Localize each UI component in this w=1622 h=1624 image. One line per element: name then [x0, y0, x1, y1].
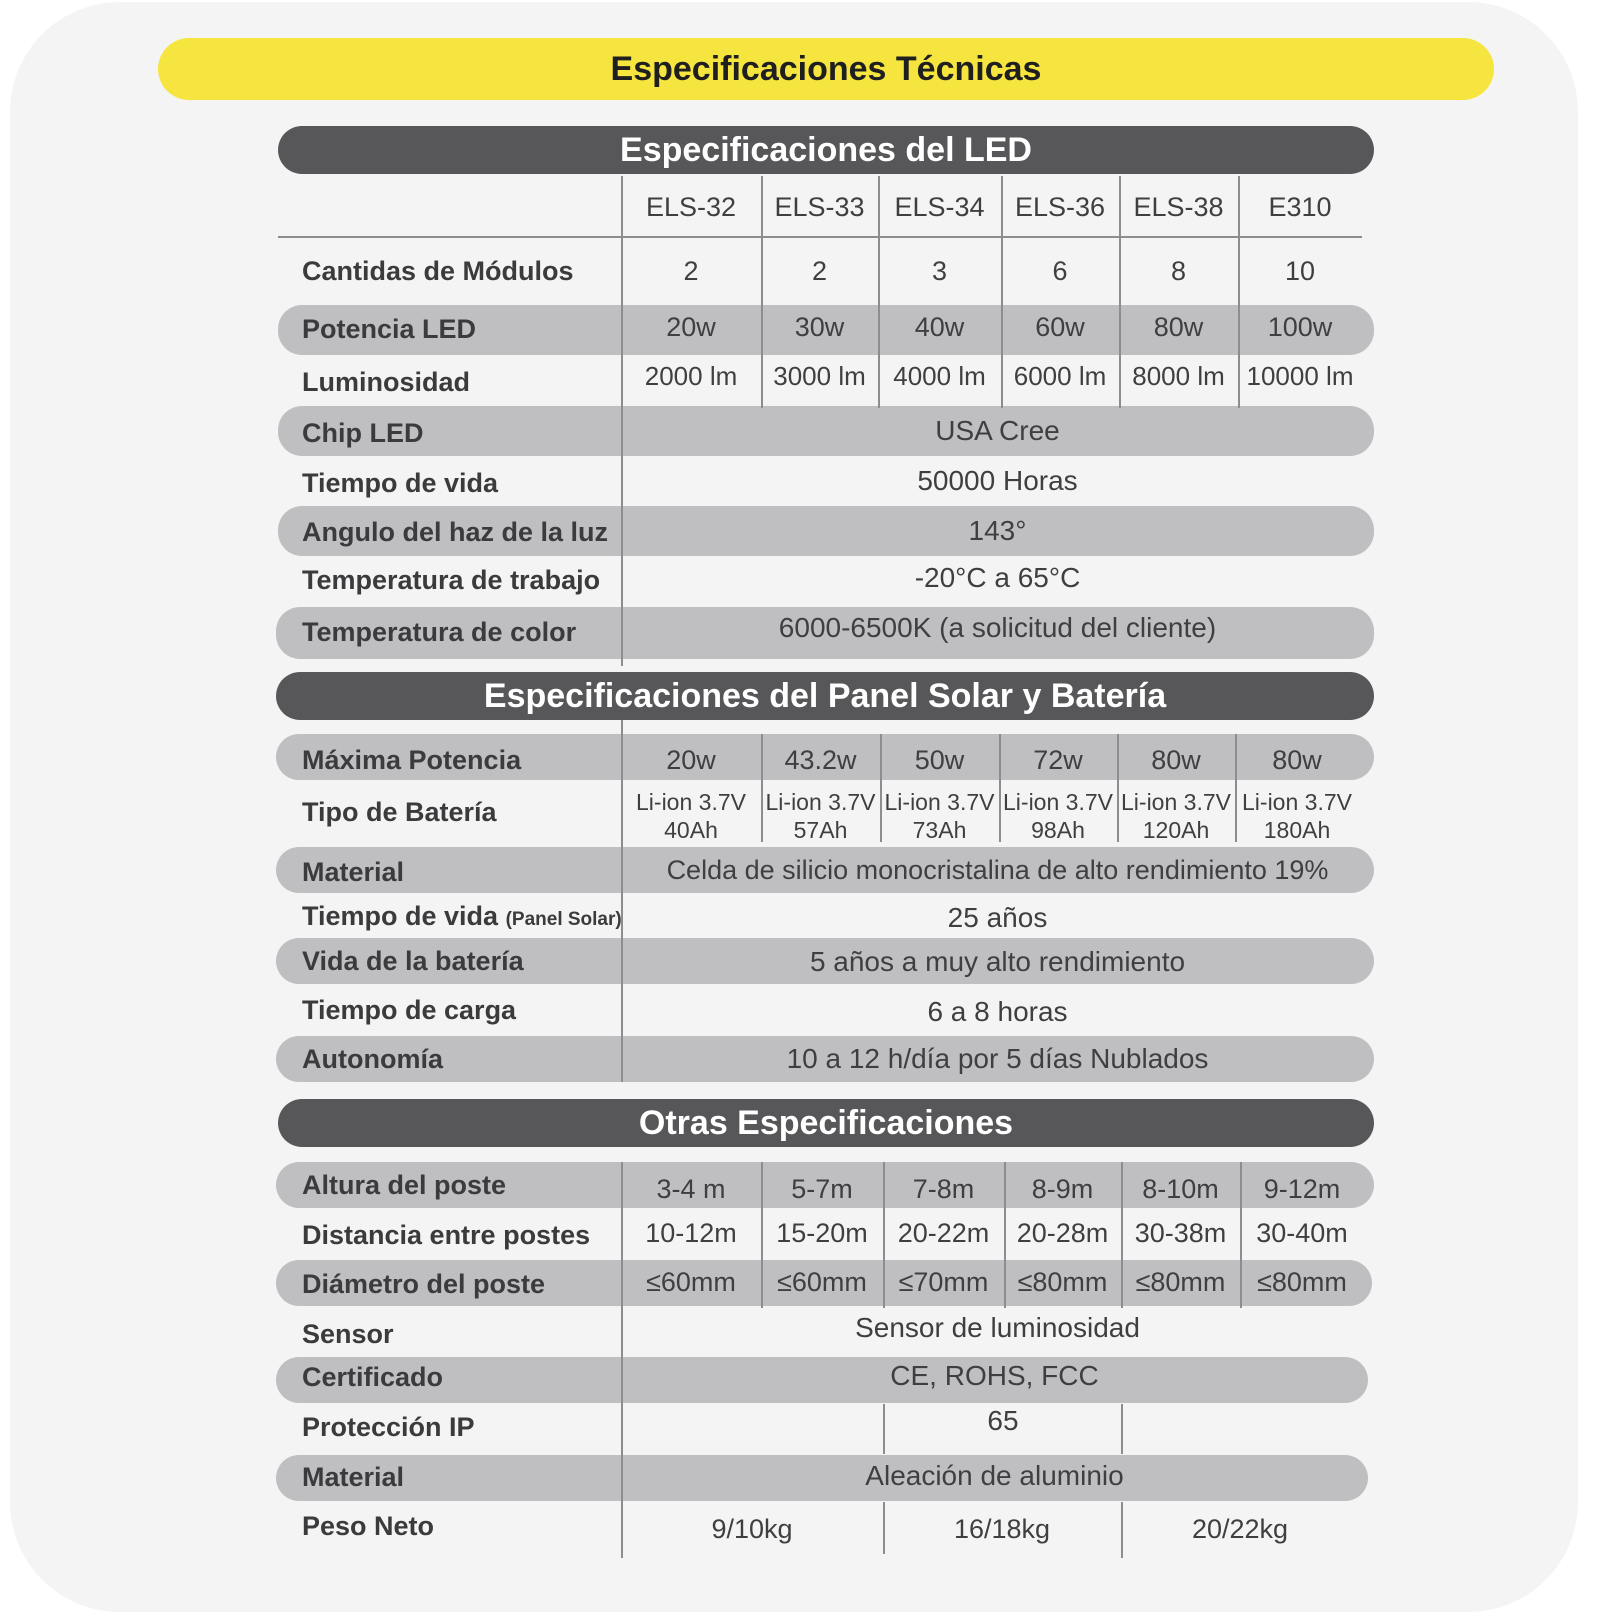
- table-cell-span: Sensor de luminosidad: [855, 1312, 1140, 1343]
- table-cell: 15-20m: [776, 1218, 868, 1248]
- table-cell: 30w: [794, 312, 845, 342]
- spec-card: [10, 2, 1578, 1612]
- row-label: Protección IP: [302, 1412, 475, 1442]
- table-cell-span: 25 años: [947, 902, 1048, 933]
- battery-line: 73Ah: [912, 817, 967, 843]
- table-cell: 7-8m: [912, 1174, 975, 1204]
- table-cell-span: CE, ROHS, FCC: [890, 1360, 1099, 1391]
- row-label: Certificado: [302, 1362, 444, 1392]
- table-cell: 80w: [1151, 745, 1201, 775]
- model-header: ELS-32: [645, 192, 737, 222]
- table-cell: 16/18kg: [953, 1514, 1051, 1544]
- row-label: Peso Neto: [302, 1511, 435, 1541]
- table-cell: 20w: [666, 745, 716, 775]
- table-cell: ≤70mm: [898, 1267, 989, 1297]
- row-label: Chip LED: [302, 418, 424, 448]
- battery-line: Li-ion 3.7V: [884, 789, 995, 815]
- table-cell: 9-12m: [1263, 1174, 1341, 1204]
- solar-section-header: Especificaciones del Panel Solar y Batería: [276, 672, 1374, 720]
- row-label: Tipo de Batería: [302, 797, 497, 827]
- table-cell: 50w: [914, 745, 965, 775]
- model-header: ELS-36: [1014, 192, 1106, 222]
- model-header: E310: [1268, 192, 1332, 222]
- row-label: Angulo del haz de la luz: [302, 517, 609, 547]
- row-label: Potencia LED: [302, 314, 477, 344]
- page-title: Especificaciones Técnicas: [158, 38, 1494, 100]
- table-cell-span: 143°: [968, 515, 1027, 546]
- table-cell: 6: [1052, 256, 1068, 286]
- row-label: Material: [302, 1462, 405, 1492]
- header-divider: [278, 236, 1362, 238]
- table-cell: 8000 lm: [1132, 361, 1225, 391]
- battery-line: Li-ion 3.7V: [1242, 789, 1352, 815]
- table-cell: 43.2w: [784, 745, 857, 775]
- table-cell: 8-9m: [1031, 1174, 1094, 1204]
- table-cell: 10: [1284, 256, 1316, 286]
- table-cell-span: 65: [987, 1405, 1019, 1436]
- other-section-header: Otras Especificaciones: [278, 1099, 1374, 1147]
- table-cell: 72w: [1033, 745, 1083, 775]
- led-section-header: Especificaciones del LED: [278, 126, 1374, 174]
- battery-line: Li-ion 3.7V: [1003, 789, 1113, 815]
- table-cell: 3-4 m: [656, 1174, 726, 1204]
- table-cell-span: 50000 Horas: [917, 465, 1078, 496]
- battery-line: 180Ah: [1263, 817, 1331, 843]
- table-cell-span: 6 a 8 horas: [927, 996, 1068, 1027]
- battery-line: 120Ah: [1142, 817, 1210, 843]
- table-cell: 20-28m: [1016, 1218, 1109, 1248]
- table-cell: 60w: [1035, 312, 1085, 342]
- row-label: Cantidas de Módulos: [302, 256, 574, 286]
- table-cell: 2: [811, 256, 828, 286]
- table-cell: [999, 788, 1117, 844]
- row-label: Altura del poste: [302, 1170, 507, 1200]
- row-label-note: (Panel Solar): [505, 909, 622, 930]
- table-cell: [880, 788, 999, 844]
- table-cell: [621, 788, 761, 844]
- table-cell-span: Celda de silicio monocristalina de alto rendimiento 19%: [666, 855, 1329, 885]
- table-cell: [761, 788, 880, 844]
- battery-line: Li-ion 3.7V: [765, 789, 876, 815]
- battery-line: 57Ah: [793, 817, 848, 843]
- row-label: Temperatura de color: [302, 617, 577, 647]
- row-label: Vida de la batería: [302, 946, 524, 976]
- table-cell: 9/10kg: [711, 1514, 793, 1544]
- model-header: ELS-34: [894, 192, 985, 222]
- table-cell: 100w: [1267, 312, 1333, 342]
- table-cell: 2: [683, 256, 699, 286]
- table-cell-span: -20°C a 65°C: [914, 562, 1081, 593]
- model-header: ELS-33: [774, 192, 865, 222]
- table-cell: [1235, 788, 1359, 844]
- battery-line: 98Ah: [1031, 817, 1085, 843]
- row-label: Temperatura de trabajo: [302, 565, 601, 595]
- table-cell-span: 10 a 12 h/día por 5 días Nublados: [786, 1043, 1209, 1074]
- table-cell: 8: [1170, 256, 1187, 286]
- row-label: Material: [302, 857, 405, 887]
- table-cell: 40w: [914, 312, 965, 342]
- table-cell: 30-38m: [1134, 1218, 1227, 1248]
- table-cell: [1117, 788, 1235, 844]
- table-cell: 8-10m: [1142, 1174, 1219, 1204]
- row-label: Diámetro del poste: [302, 1269, 546, 1299]
- table-cell: 20w: [666, 312, 716, 342]
- table-cell: 2000 lm: [644, 361, 738, 391]
- battery-line: Li-ion 3.7V: [1121, 789, 1231, 815]
- row-label: Autonomía: [302, 1044, 443, 1074]
- table-cell-span: 6000-6500K (a solicitud del cliente): [778, 612, 1217, 643]
- row-label: Tiempo de vida: [302, 468, 499, 498]
- row-label-text: Tiempo de vida: [302, 901, 499, 931]
- row-label: Sensor: [302, 1319, 394, 1349]
- table-cell: 5-7m: [791, 1174, 853, 1204]
- battery-line: Li-ion 3.7V: [636, 789, 746, 815]
- table-cell-span: Aleación de aluminio: [865, 1460, 1124, 1491]
- table-cell: ≤60mm: [777, 1267, 867, 1297]
- table-cell: 3: [931, 256, 948, 286]
- table-cell: ≤80mm: [1017, 1267, 1108, 1297]
- table-cell: 10-12m: [645, 1218, 737, 1248]
- table-cell: ≤80mm: [1257, 1267, 1347, 1297]
- row-label: Tiempo de carga: [302, 995, 517, 1025]
- table-cell: 10000 lm: [1246, 361, 1354, 391]
- table-cell: 6000 lm: [1013, 361, 1107, 391]
- table-cell: ≤60mm: [646, 1267, 736, 1297]
- battery-line: 40Ah: [664, 817, 718, 843]
- table-cell: 20-22m: [897, 1218, 990, 1248]
- table-cell: 4000 lm: [893, 361, 986, 391]
- table-cell: 30-40m: [1256, 1218, 1348, 1248]
- model-header: ELS-38: [1133, 192, 1224, 222]
- row-label: Luminosidad: [302, 367, 470, 397]
- row-label: Máxima Potencia: [302, 745, 522, 775]
- table-cell: 80w: [1272, 745, 1322, 775]
- table-cell-span: USA Cree: [935, 415, 1060, 446]
- row-label: [302, 901, 622, 932]
- table-cell: 80w: [1153, 312, 1204, 342]
- table-cell: ≤80mm: [1135, 1267, 1226, 1297]
- table-cell: 20/22kg: [1191, 1514, 1289, 1544]
- table-cell-span: 5 años a muy alto rendimiento: [809, 946, 1186, 977]
- table-cell: 3000 lm: [773, 361, 866, 391]
- row-label: Distancia entre postes: [302, 1220, 591, 1250]
